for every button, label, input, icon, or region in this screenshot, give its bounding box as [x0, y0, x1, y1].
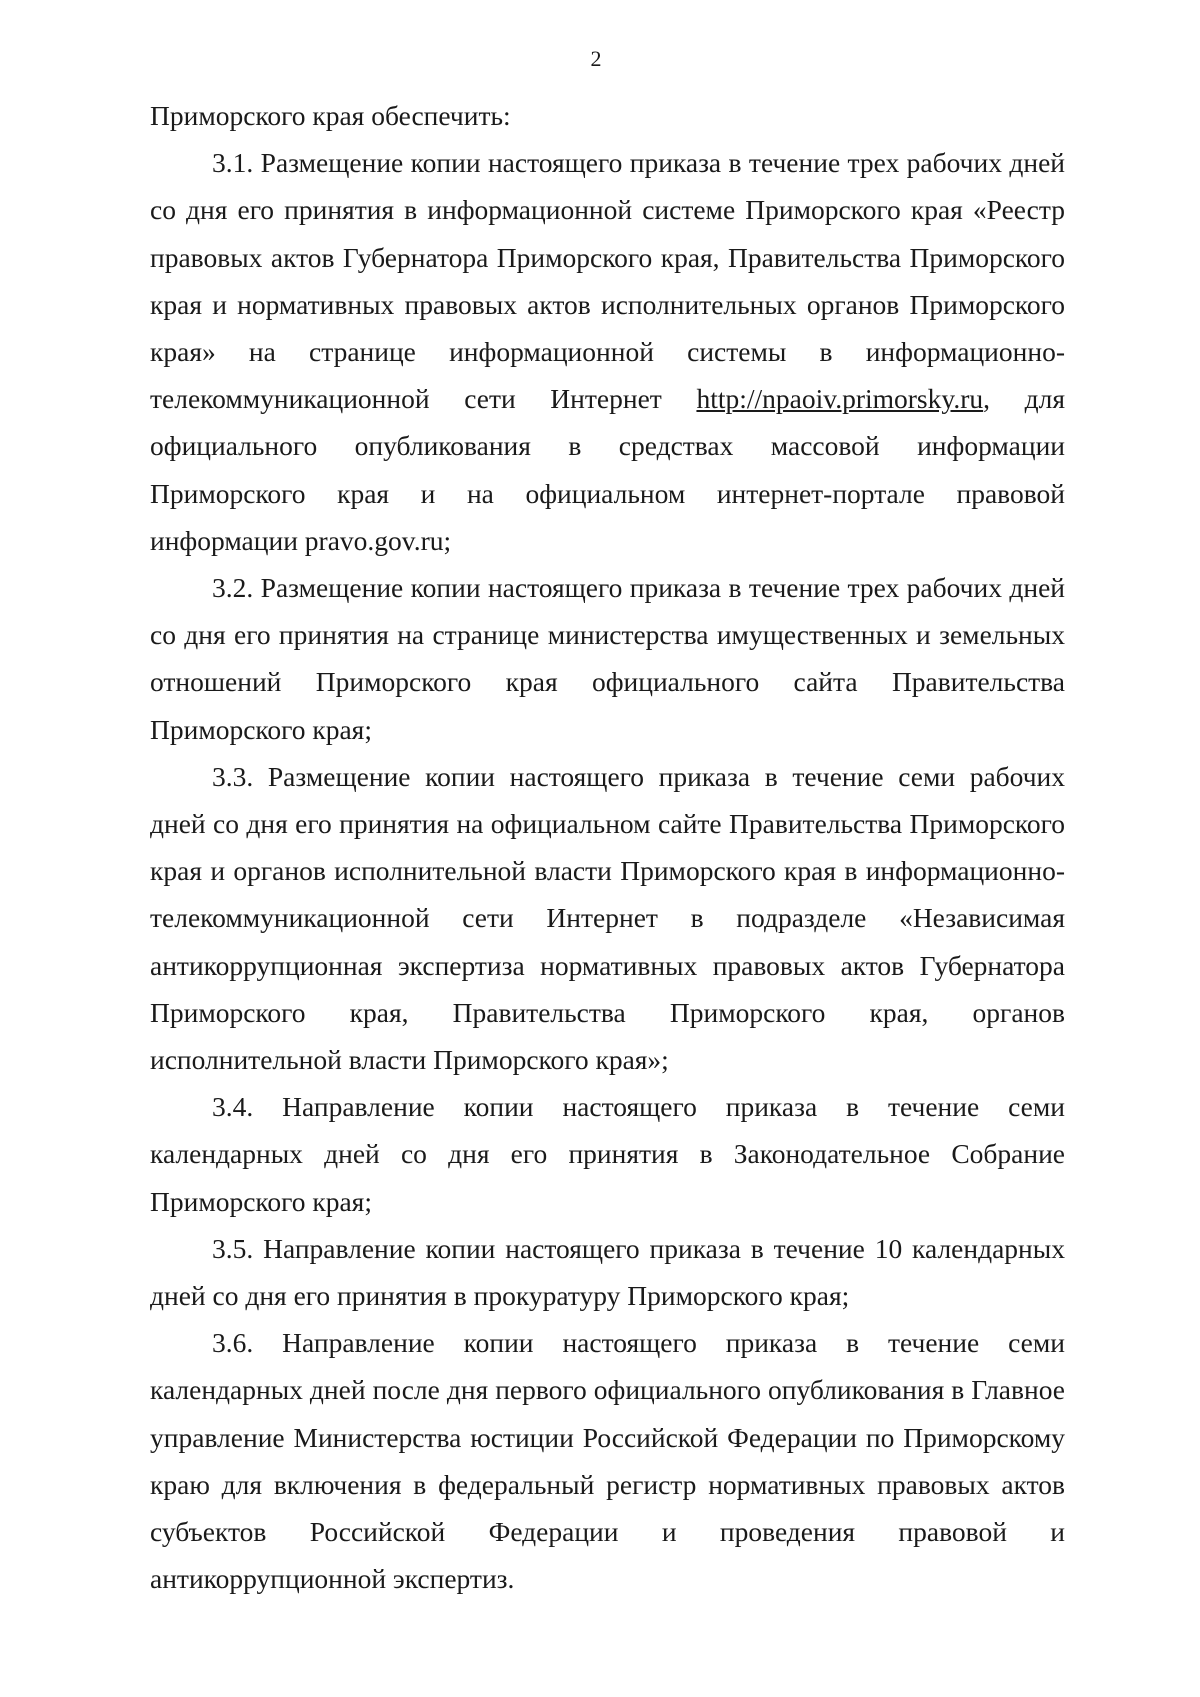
paragraph-continuation: Приморского края обеспечить: — [150, 100, 511, 131]
paragraph-3-1-text-a: 3.1. Размещение копии настоящего приказа в течение трех рабочих дней со дня его принятия в информационной системе Приморского края «Реестр правовых актов Губернатора Приморского края, Правительства Приморского края и нормативных правовых актов исполнительных органов Приморского края» на странице информационной системы в информационно-телекоммуникационной сети Интернет — [150, 147, 1065, 415]
document-body — [150, 92, 1065, 1603]
paragraph-3-6: 3.6. Направление копии настоящего приказа в течение семи календарных дней после дня первого официального опубликования в Главное управление Министерства юстиции Российской Федерации по Приморскому краю для включения в федеральный регистр нормативных правовых актов субъектов Российской Федерации и проведения правовой и антикоррупционной экспертиз. — [150, 1327, 1065, 1595]
paragraph-3-5: 3.5. Направление копии настоящего приказа в течение 10 календарных дней со дня его принятия в прокуратуру Приморского края; — [150, 1232, 1065, 1312]
paragraph-3-1 — [150, 139, 1065, 564]
npaoiv-link[interactable]: http://npaoiv.primorsky.ru — [696, 383, 984, 415]
paragraph-3-3: 3.3. Размещение копии настоящего приказа в течение семи рабочих дней со дня его принятия на официальном сайте Правительства Приморского края и органов исполнительной власти Приморского края в информационно-телекоммуникационной сети Интернет в подразделе «Независимая антикоррупционная экспертиза нормативных правовых актов Губернатора Приморского края, Правительства Приморского края, органов исполнительной власти Приморского края»; — [150, 760, 1065, 1076]
paragraph-3-2: 3.2. Размещение копии настоящего приказа в течение трех рабочих дней со дня его принятия на странице министерства имущественных и земельных отношений Приморского края официального сайта Правительства Приморского края; — [150, 572, 1065, 745]
page-number: 2 — [590, 46, 602, 71]
paragraph-3-4: 3.4. Направление копии настоящего приказа в течение семи календарных дней со дня его принятия в Законодательное Собрание Приморского края; — [150, 1091, 1065, 1217]
paragraph-3-1-text-b: , для официального опубликования в средствах массовой информации Приморского края и на официальном интернет-портале правовой информации pravo.gov.ru; — [150, 383, 1065, 556]
